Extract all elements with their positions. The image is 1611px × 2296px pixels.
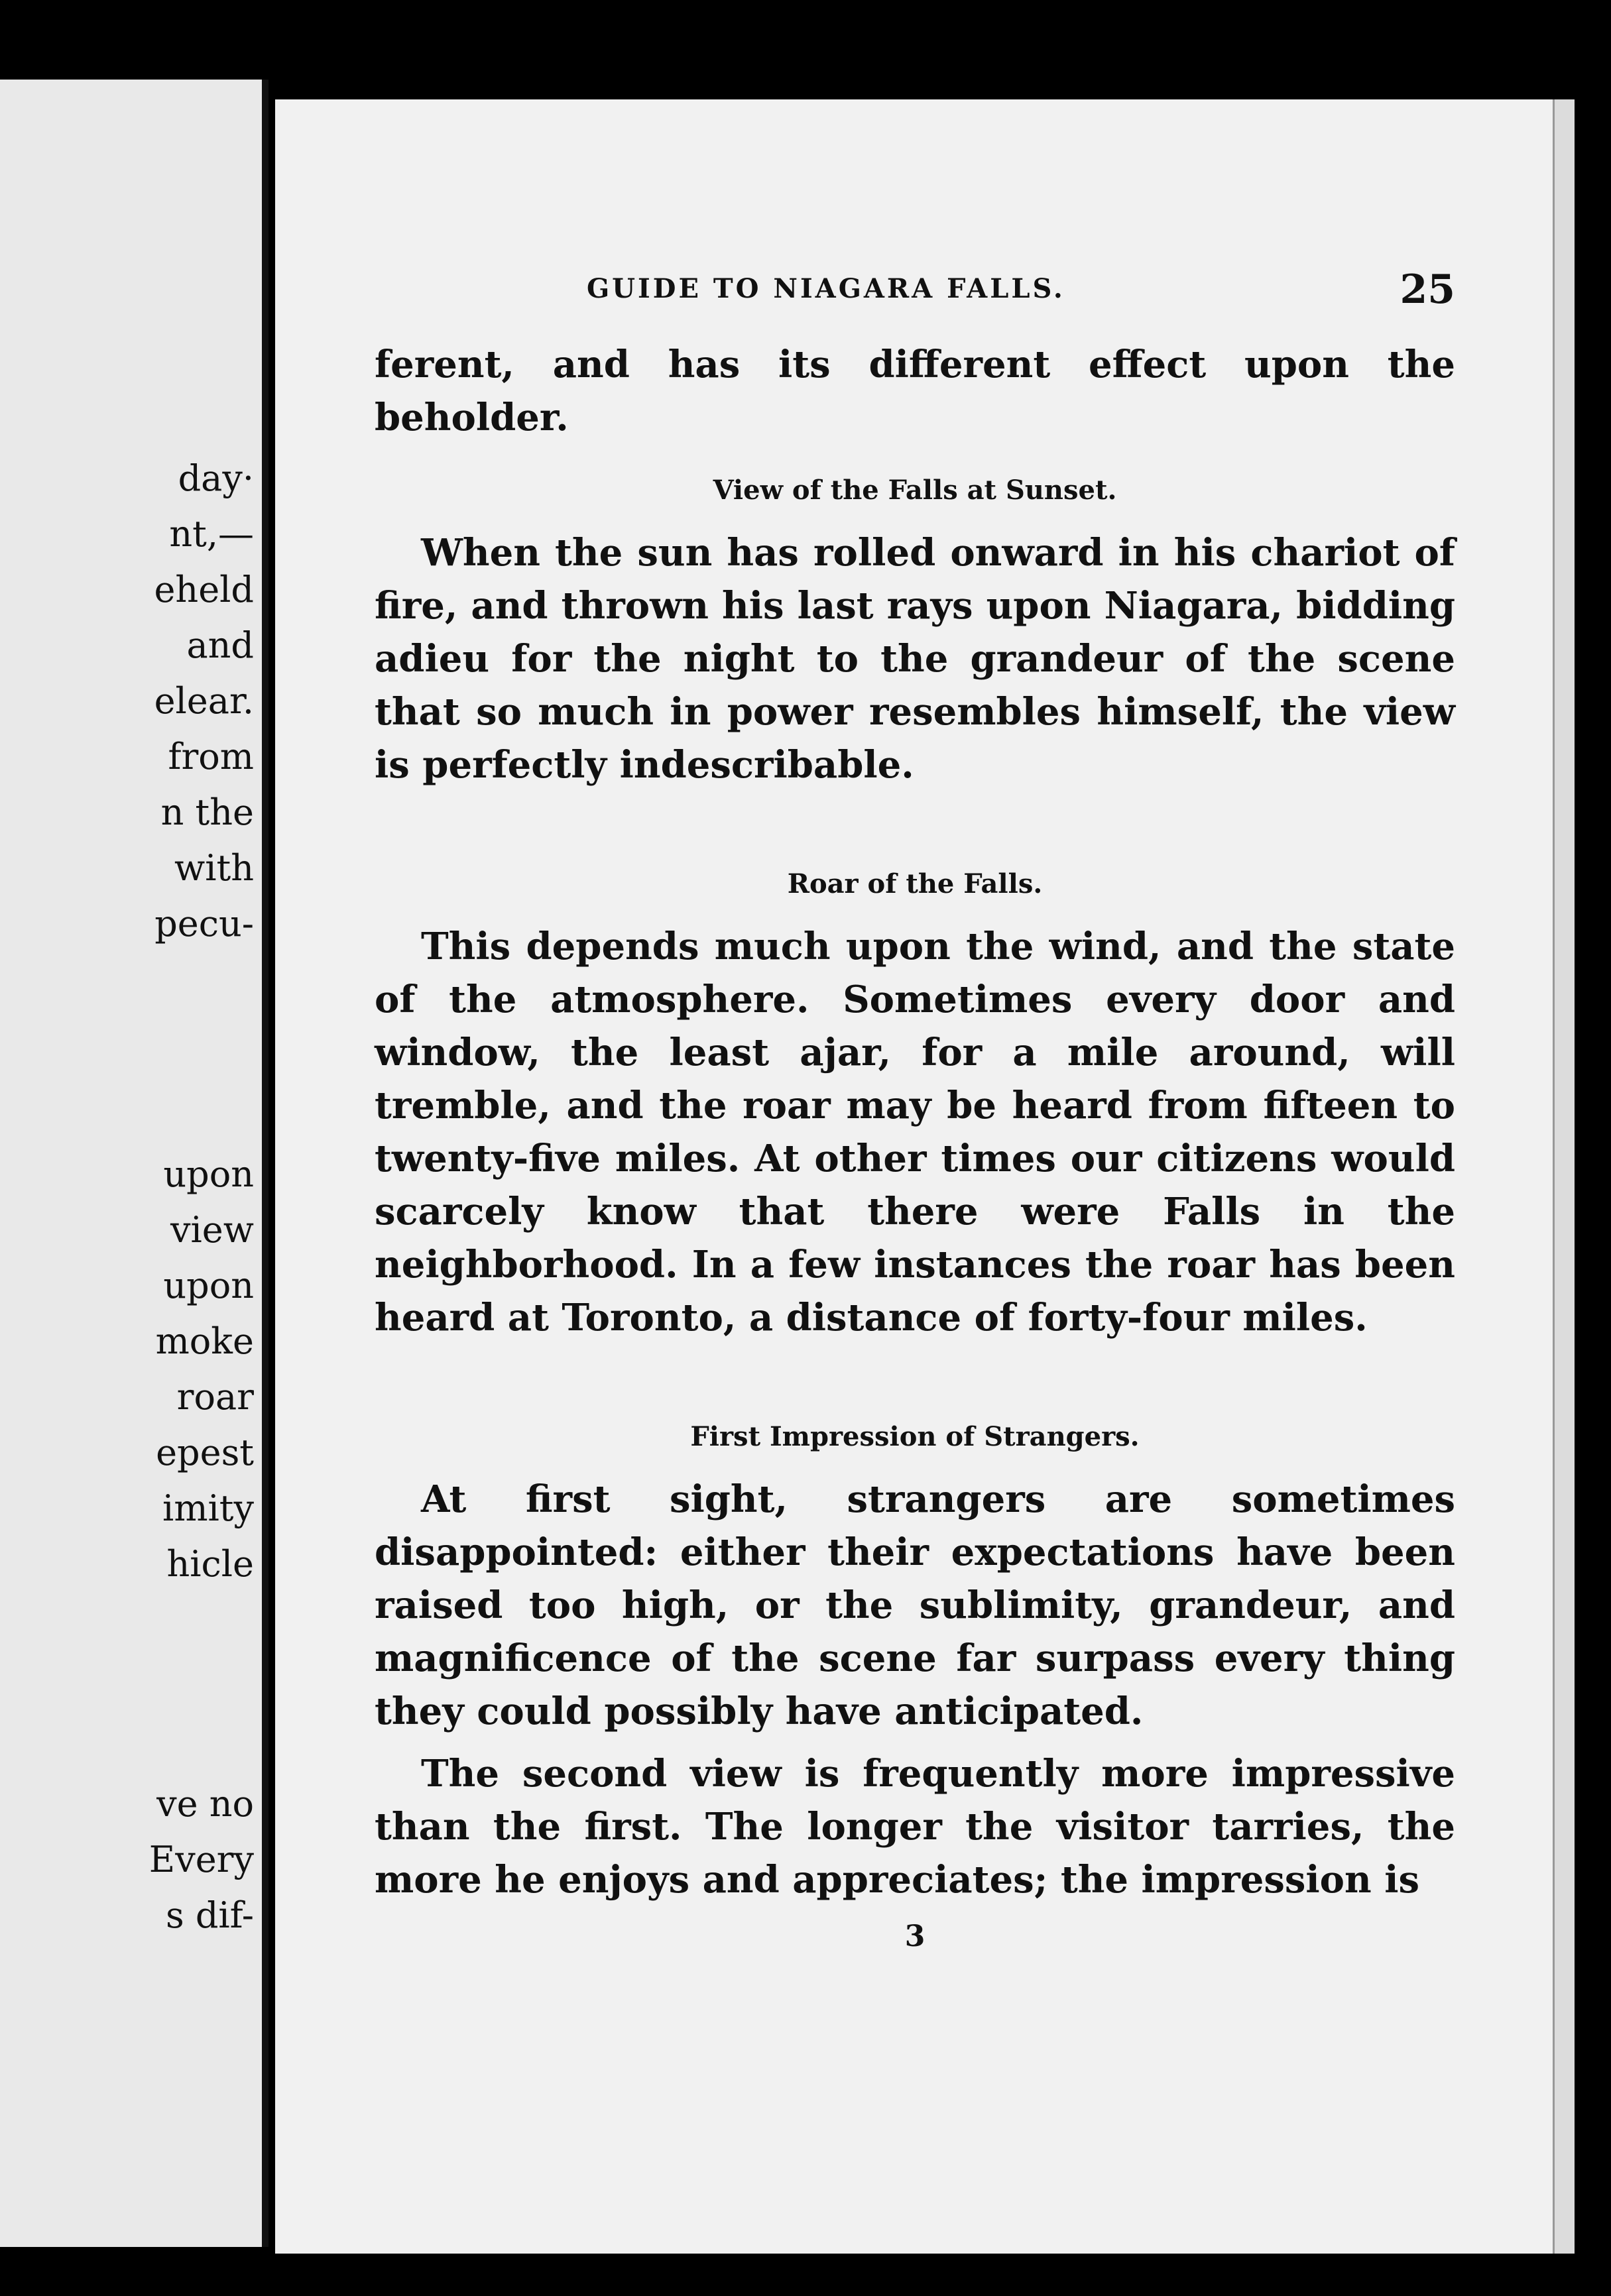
paragraph-roar: This depends much upon the wind, and the state of the atmosphere. Sometimes every door and window, the least ajar, for a mile around, will tremble, and the roar may be heard from fifteen to twenty-five miles. At other times our citizens would scarcely know that there were Falls in the neighborhood. In a few instances the roar has been heard at Toronto, a distance of forty-four miles. xyxy=(375,925,1455,1340)
left-page-line: with xyxy=(174,847,254,889)
left-page-line: ve no xyxy=(156,1783,254,1825)
running-title: GUIDE TO NIAGARA FALLS. xyxy=(587,273,1065,304)
left-page-line: imity xyxy=(162,1487,254,1529)
left-page-line: view xyxy=(170,1209,254,1251)
paragraph-continuation: ferent, and has its different effect upon the beholder. xyxy=(375,343,1455,439)
page-number: 25 xyxy=(1400,266,1455,313)
section-heading-roar: Roar of the Falls. xyxy=(787,868,1043,899)
previous-page-fragment xyxy=(0,80,268,2247)
body-text xyxy=(375,338,1455,1953)
left-page-line: from xyxy=(168,736,254,777)
left-page-line: hicle xyxy=(166,1543,254,1585)
left-page-line: and xyxy=(186,624,254,666)
left-page-line: eheld xyxy=(154,569,254,610)
paragraph-second-view: The second view is frequently more impressive than the first. The longer the visitor tarries, the more he enjoys and appreciates; the impression is xyxy=(375,1752,1455,1902)
left-page-line: nt,— xyxy=(169,513,254,555)
signature-mark: 3 xyxy=(904,1920,925,1953)
left-page-line: upon xyxy=(163,1153,254,1195)
left-page-line: Every xyxy=(149,1839,254,1880)
left-page-text-block-3 xyxy=(149,1776,254,1943)
left-page-text-block-2 xyxy=(156,1147,254,1592)
left-page-line: n the xyxy=(160,791,254,833)
left-page-line: pecu- xyxy=(154,903,254,945)
left-page-text-block-1 xyxy=(154,451,254,952)
paragraph-sunset: When the sun has rolled onward in his chariot of fire, and thrown his last rays upon Niagara, bidding adieu for the night to the grandeur of the scene that so much in power resembles himself, the view is perfectly indescribable. xyxy=(375,531,1455,787)
left-page-line: elear. xyxy=(154,680,254,722)
paragraph-first-impression: At first sight, strangers are sometimes disappointed: either their expectations have been raised too high, or the sublimity, grandeur, and magnificence of the scene far surpass every thing they could possibly have anticipated. xyxy=(375,1477,1455,1733)
left-page-line: upon xyxy=(163,1265,254,1306)
left-page-line: s dif- xyxy=(165,1894,254,1936)
left-page-line: epest xyxy=(156,1432,254,1473)
running-head xyxy=(375,266,1455,319)
section-heading-first-impression: First Impression of Strangers. xyxy=(690,1421,1140,1452)
book-page xyxy=(275,99,1575,2254)
left-page-line: moke xyxy=(155,1320,254,1362)
left-page-line: roar xyxy=(176,1376,254,1418)
section-heading-sunset: View of the Falls at Sunset. xyxy=(713,475,1117,506)
left-page-line: day· xyxy=(178,457,254,499)
